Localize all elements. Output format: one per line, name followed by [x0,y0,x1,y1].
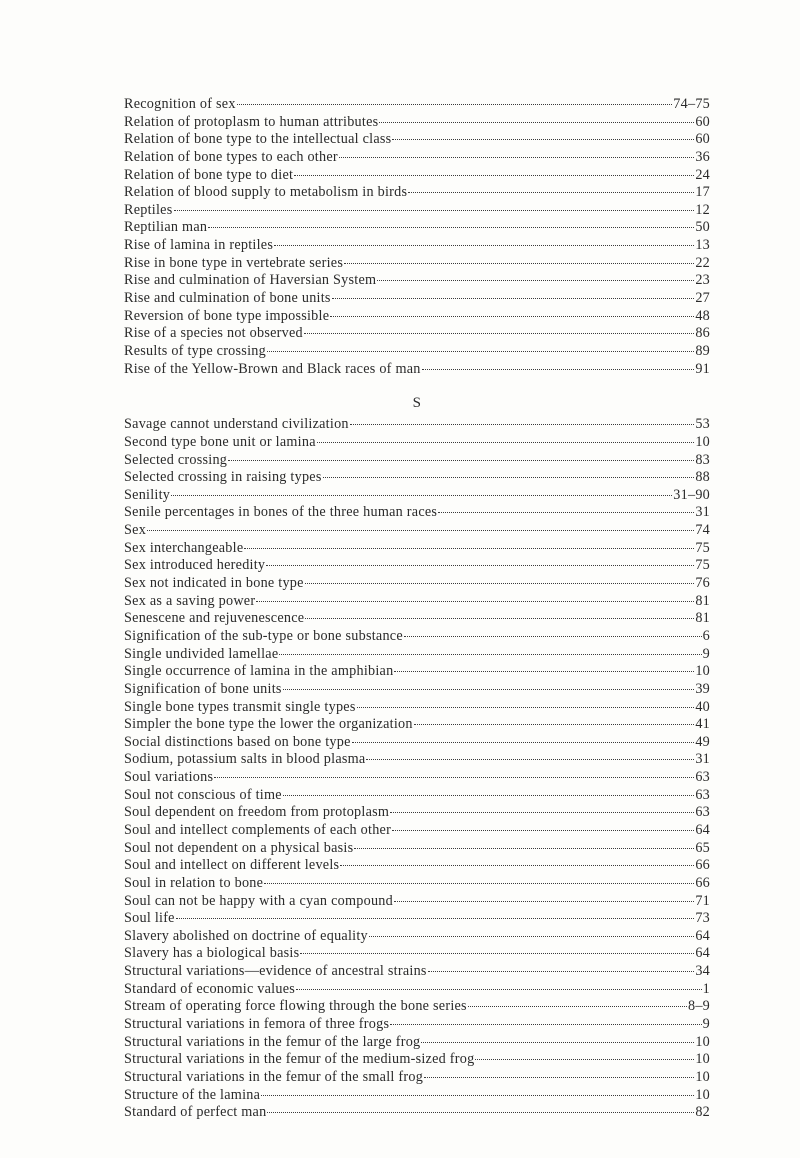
entry-label: Soul can not be happy with a cyan compound [124,892,393,909]
entry-page-number: 13 [695,237,710,254]
entry-label: Standard of economic values [124,980,296,997]
index-entry [124,255,710,273]
dot-leader [414,724,695,725]
index-entry [124,452,710,470]
entry-label: Soul and intellect complements of each other [124,821,392,838]
entry-page-number: 31 [695,751,710,768]
dot-leader [267,351,694,352]
index-entry [124,557,710,575]
dot-leader [344,263,694,264]
entry-page-number: 60 [695,131,710,148]
dot-leader [267,1112,694,1113]
entry-label: Signification of the sub-type or bone substance [124,627,403,644]
dot-leader [421,1042,694,1043]
index-entry [124,945,710,963]
entry-page-number: 71 [695,892,710,909]
dot-leader [422,369,695,370]
entry-label: Reversion of bone type impossible [124,307,330,324]
entry-page-number: 75 [695,539,710,556]
entry-page-number: 6 [702,627,710,644]
index-entry [124,734,710,752]
index-entry [124,1034,710,1052]
index-entry [124,1069,710,1087]
entry-page-number: 9 [702,1016,710,1033]
dot-leader [379,122,694,123]
dot-leader [176,918,695,919]
dot-leader [174,210,695,211]
entry-label: Soul and intellect on different levels [124,857,340,874]
dot-leader [475,1059,694,1060]
index-entry [124,131,710,149]
dot-leader [350,424,695,425]
entry-label: Sex introduced heredity [124,557,266,574]
entry-page-number: 1 [702,980,710,997]
dot-leader [208,227,694,228]
entry-page-number: 10 [695,1033,710,1050]
entry-label: Standard of perfect man [124,1104,267,1121]
entry-page-number: 63 [695,786,710,803]
entry-label: Slavery has a biological basis [124,945,300,962]
dot-leader [330,316,694,317]
dot-leader [304,333,694,334]
index-entry [124,114,710,132]
entry-page-number: 34 [695,963,710,980]
entry-label: Soul variations [124,769,214,786]
entry-label: Structural variations in femora of three frogs [124,1016,390,1033]
dot-leader [228,460,694,461]
dot-leader [300,953,694,954]
entry-page-number: 83 [695,451,710,468]
entry-page-number: 66 [695,857,710,874]
entry-label: Relation of protoplasm to human attributes [124,113,379,130]
entry-page-number: 53 [695,416,710,433]
index-entry [124,681,710,699]
entry-page-number: 74–75 [673,96,710,112]
entry-page-number: 76 [695,575,710,592]
entry-label: Single bone types transmit single types [124,698,356,715]
entry-label: Sex [124,522,147,539]
index-page [124,96,710,1122]
index-entry [124,1104,710,1122]
index-entry [124,787,710,805]
entry-label: Reptilian man [124,219,208,236]
index-entry [124,804,710,822]
entry-page-number: 66 [695,874,710,891]
dot-leader [261,1095,694,1096]
entry-label: Soul not dependent on a physical basis [124,839,354,856]
index-entry [124,910,710,928]
dot-leader [352,742,695,743]
entry-label: Rise of a species not observed [124,325,303,342]
entry-page-number: 31–90 [673,486,710,503]
entry-label: Rise in bone type in vertebrate series [124,254,344,271]
index-entry [124,167,710,185]
entry-label: Selected crossing [124,451,228,468]
entry-label: Relation of bone type to diet [124,166,294,183]
dot-leader [279,654,701,655]
dot-leader [390,812,694,813]
entry-page-number: 64 [695,927,710,944]
index-entry [124,840,710,858]
dot-leader [369,936,694,937]
index-entry [124,663,710,681]
entry-label: Rise and culmination of bone units [124,290,331,307]
section-heading-s: S [412,395,422,412]
dot-leader [424,1077,694,1078]
entry-label: Relation of bone type to the intellectual class [124,131,392,148]
index-entry [124,219,710,237]
index-entry [124,1051,710,1069]
index-entry [124,1016,710,1034]
entry-page-number: 64 [695,821,710,838]
dot-leader [366,759,694,760]
dot-leader [377,280,694,281]
dot-leader [428,971,695,972]
entry-page-number: 86 [695,325,710,342]
index-entry [124,237,710,255]
dot-leader [214,777,694,778]
entry-label: Selected crossing in raising types [124,469,322,486]
index-entry [124,434,710,452]
entry-label: Signification of bone units [124,680,282,697]
entry-label: Senile percentages in bones of the three human races [124,504,438,521]
dot-leader [171,495,672,496]
entry-label: Soul in relation to bone [124,874,264,891]
index-entry [124,290,710,308]
entry-label: Recognition of sex [124,96,236,112]
dot-leader [266,565,694,566]
index-entry [124,751,710,769]
dot-leader [305,618,694,619]
entry-page-number: 8–9 [687,998,710,1015]
index-entry [124,822,710,840]
entry-label: Structural variations—evidence of ancestral strains [124,963,427,980]
entry-page-number: 82 [695,1104,710,1121]
entry-page-number: 73 [695,910,710,927]
entry-page-number: 65 [695,839,710,856]
index-entry [124,96,710,114]
entry-label: Rise and culmination of Haversian System [124,272,377,289]
entry-label: Relation of bone types to each other [124,148,338,165]
dot-leader [394,671,694,672]
entry-label: Sex interchangeable [124,539,244,556]
entry-page-number: 88 [695,469,710,486]
entry-page-number: 89 [695,342,710,359]
index-entry [124,361,710,379]
dot-leader [438,512,694,513]
entry-page-number: 10 [695,1068,710,1085]
index-entry [124,610,710,628]
entry-label: Sex not indicated in bone type [124,575,304,592]
entry-label: Senescene and rejuvenescence [124,610,305,627]
entry-label: Structural variations in the femur of the medium-sized frog [124,1051,475,1068]
index-entry [124,308,710,326]
entry-label: Sodium, potassium salts in blood plasma [124,751,366,768]
entry-page-number: 27 [695,290,710,307]
index-entry [124,875,710,893]
index-entry [124,343,710,361]
entry-page-number: 75 [695,557,710,574]
entry-label: Results of type crossing [124,342,266,359]
entry-page-number: 23 [695,272,710,289]
entry-label: Relation of blood supply to metabolism in birds [124,184,408,201]
dot-leader [147,530,694,531]
index-entry [124,716,710,734]
dot-leader [392,830,694,831]
index-entry [124,893,710,911]
entry-label: Reptiles [124,201,173,218]
index-entry [124,487,710,505]
dot-leader [408,192,694,193]
dot-leader [317,442,695,443]
entry-page-number: 81 [695,592,710,609]
index-entry [124,593,710,611]
entry-page-number: 63 [695,804,710,821]
entry-page-number: 10 [695,1086,710,1103]
index-entry [124,202,710,220]
index-entry [124,469,710,487]
entry-page-number: 31 [695,504,710,521]
index-entry [124,628,710,646]
entry-page-number: 10 [695,1051,710,1068]
entry-label: Structural variations in the femur of the large frog [124,1033,421,1050]
dot-leader [394,901,694,902]
dot-leader [296,989,702,990]
dot-leader [354,848,694,849]
entry-label: Structural variations in the femur of the small frog [124,1068,424,1085]
dot-leader [283,689,695,690]
entry-page-number: 60 [695,113,710,130]
index-entry [124,522,710,540]
entry-page-number: 10 [695,433,710,450]
index-section-r-continued [124,96,710,378]
dot-leader [404,636,702,637]
entry-page-number: 64 [695,945,710,962]
entry-label: Soul not conscious of time [124,786,282,803]
entry-page-number: 39 [695,680,710,697]
entry-page-number: 50 [695,219,710,236]
index-entry [124,184,710,202]
entry-label: Rise of the Yellow-Brown and Black races of man [124,360,421,377]
index-entry [124,575,710,593]
index-section-s [124,416,710,1122]
entry-page-number: 22 [695,254,710,271]
dot-leader [305,583,695,584]
index-entry [124,769,710,787]
entry-page-number: 81 [695,610,710,627]
dot-leader [237,104,673,105]
entry-label: Savage cannot understand civilization [124,416,349,433]
entry-page-number: 12 [695,201,710,218]
entry-label: Single undivided lamellae [124,645,279,662]
dot-leader [357,707,695,708]
dot-leader [468,1006,687,1007]
entry-page-number: 48 [695,307,710,324]
entry-page-number: 10 [695,663,710,680]
entry-page-number: 17 [695,184,710,201]
entry-label: Senility [124,486,171,503]
entry-label: Soul life [124,910,175,927]
entry-label: Structure of the lamina [124,1086,261,1103]
index-entry [124,963,710,981]
dot-leader [332,298,695,299]
index-entry [124,325,710,343]
dot-leader [339,157,694,158]
index-entry [124,981,710,999]
dot-leader [392,139,694,140]
entry-page-number: 74 [695,522,710,539]
entry-label: Single occurrence of lamina in the amphibian [124,663,394,680]
entry-label: Simpler the bone type the lower the organization [124,716,413,733]
dot-leader [294,175,694,176]
dot-leader [340,865,694,866]
dot-leader [323,477,695,478]
entry-page-number: 63 [695,769,710,786]
index-entry [124,857,710,875]
entry-label: Rise of lamina in reptiles [124,237,274,254]
dot-leader [390,1024,701,1025]
entry-label: Sex as a saving power [124,592,256,609]
entry-page-number: 9 [702,645,710,662]
entry-label: Social distinctions based on bone type [124,733,351,750]
entry-page-number: 91 [695,360,710,377]
index-entry [124,149,710,167]
entry-label: Stream of operating force flowing through the bone series [124,998,467,1015]
dot-leader [244,548,694,549]
entry-label: Slavery abolished on doctrine of equality [124,927,368,944]
entry-page-number: 41 [695,716,710,733]
entry-page-number: 36 [695,148,710,165]
entry-page-number: 49 [695,733,710,750]
index-entry [124,646,710,664]
entry-page-number: 40 [695,698,710,715]
index-entry [124,504,710,522]
entry-page-number: 24 [695,166,710,183]
entry-label: Second type bone unit or lamina [124,433,316,450]
index-entry [124,1087,710,1105]
dot-leader [256,601,694,602]
index-entry [124,699,710,717]
index-entry [124,928,710,946]
index-entry [124,540,710,558]
index-entry [124,998,710,1016]
dot-leader [274,245,694,246]
index-entry [124,272,710,290]
dot-leader [264,883,694,884]
dot-leader [283,795,694,796]
entry-label: Soul dependent on freedom from protoplasm [124,804,390,821]
